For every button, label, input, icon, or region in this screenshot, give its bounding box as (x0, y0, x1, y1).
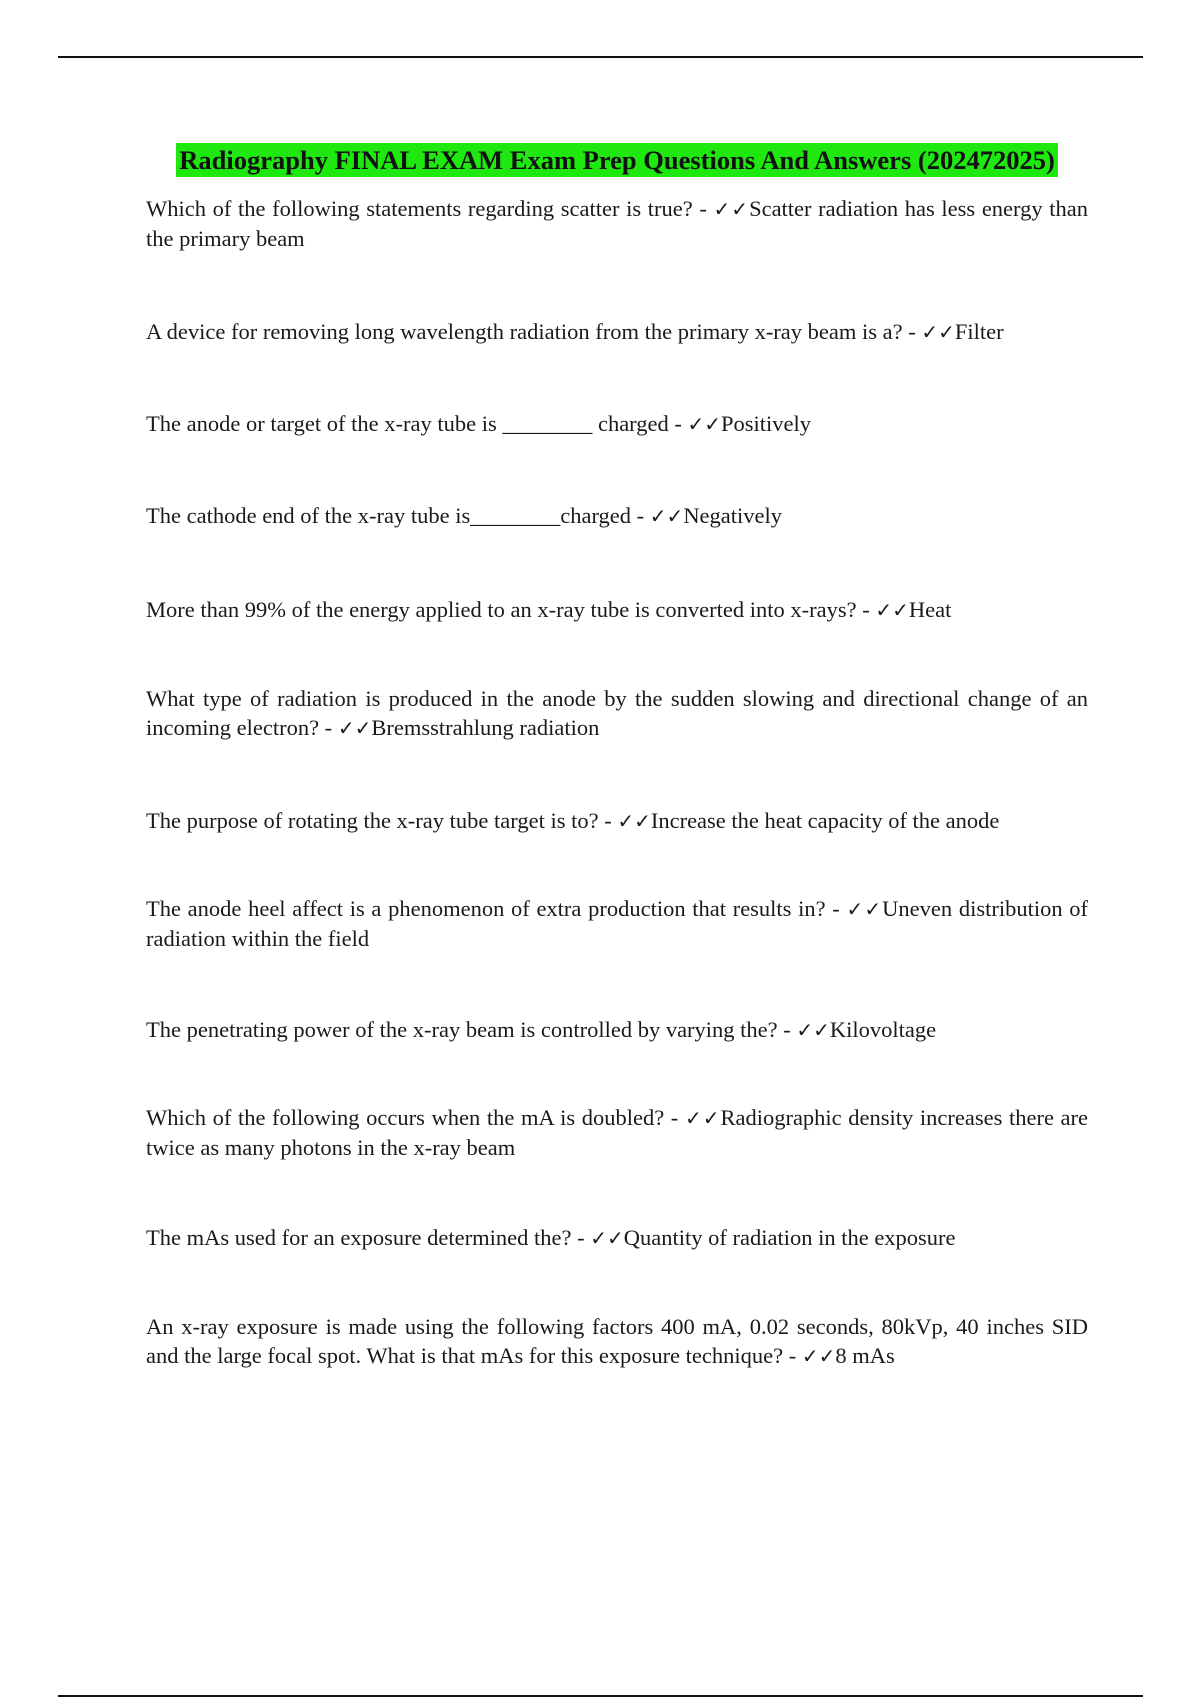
qa-item (146, 317, 1088, 347)
qa-item (146, 194, 1088, 253)
answer-text: Radiographic density increases there are twice as many photons in the x-ray beam (146, 1105, 1089, 1160)
question-text: The mAs used for an exposure determined the? - (146, 1225, 591, 1250)
double-check-icon: ✓✓ (337, 716, 372, 740)
question-text: More than 99% of the energy applied to an x-ray tube is converted into x-rays? - (146, 597, 876, 622)
double-check-icon: ✓✓ (875, 598, 909, 622)
double-check-icon: ✓✓ (846, 897, 883, 921)
double-check-icon: ✓✓ (684, 1106, 721, 1130)
qa-item (146, 409, 1088, 439)
qa-item (146, 806, 1088, 836)
qa-item (146, 595, 1088, 625)
question-text: What type of radiation is produced in the anode by the sudden slowing and directional change of an incoming electron? - (146, 686, 1088, 740)
question-text: The purpose of rotating the x-ray tube target is to? - (146, 808, 618, 833)
answer-text: Positively (721, 411, 812, 436)
qa-item (146, 684, 1088, 743)
question-text: Which of the following occurs when the mA is doubled? - (146, 1105, 685, 1130)
double-check-icon: ✓✓ (713, 197, 750, 221)
answer-text: Bremsstrahlung radiation (371, 715, 600, 740)
answer-text: Heat (908, 597, 952, 622)
document-body (146, 143, 1088, 1371)
answer-text: Increase the heat capacity of the anode (650, 808, 1000, 833)
double-check-icon: ✓✓ (617, 809, 651, 833)
answer-text: Negatively (683, 503, 783, 528)
question-text: Which of the following statements regarding scatter is true? - (146, 196, 714, 221)
double-check-icon: ✓✓ (801, 1344, 836, 1368)
top-rule (58, 56, 1143, 58)
double-check-icon: ✓✓ (649, 504, 684, 528)
answer-text: Filter (954, 319, 1004, 344)
question-text: An x-ray exposure is made using the following factors 400 mA, 0.02 seconds, 80kVp, 40 inches SID and the large focal spot. What is that mAs for this exposure technique? - (146, 1314, 1088, 1368)
answer-text: Kilovoltage (829, 1017, 937, 1042)
qa-item (146, 1223, 1088, 1253)
bottom-rule (58, 1695, 1143, 1697)
double-check-icon: ✓✓ (796, 1018, 830, 1042)
double-check-icon: ✓✓ (687, 412, 722, 436)
double-check-icon: ✓✓ (921, 320, 955, 344)
answer-text: Uneven distribution of radiation within the field (146, 896, 1089, 951)
answer-text: Scatter radiation has less energy than the primary beam (146, 196, 1089, 251)
question-text: The anode heel affect is a phenomenon of extra production that results in? - (146, 896, 847, 921)
double-check-icon: ✓✓ (590, 1226, 624, 1250)
question-text: A device for removing long wavelength radiation from the primary x-ray beam is a? - (146, 319, 922, 344)
question-text: The anode or target of the x-ray tube is ________ charged - (146, 411, 688, 436)
answer-text: Quantity of radiation in the exposure (623, 1225, 956, 1250)
question-text: The penetrating power of the x-ray beam is controlled by varying the? - (146, 1017, 797, 1042)
question-text: The cathode end of the x-ray tube is________charged - (146, 503, 650, 528)
qa-item (146, 1103, 1088, 1162)
qa-item (146, 1312, 1088, 1371)
qa-item (146, 894, 1088, 953)
title-wrap (146, 143, 1088, 177)
qa-item (146, 501, 1088, 531)
qa-item (146, 1015, 1088, 1045)
answer-text: 8 mAs (835, 1343, 895, 1368)
document-title: Radiography FINAL EXAM Exam Prep Questions And Answers (202472025) (176, 143, 1058, 177)
